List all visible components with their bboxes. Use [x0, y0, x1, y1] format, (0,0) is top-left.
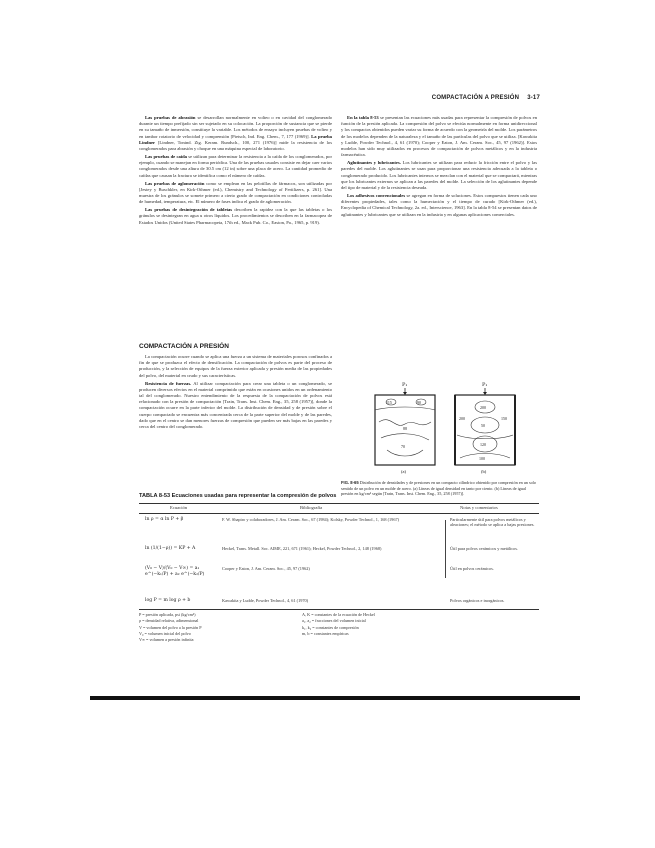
note-line: V₀ = volumen inicial del polvo: [139, 630, 191, 636]
table-row-3-bibliography: Cooper y Eaton, J. Am. Ceram. Soc., 45, 97 (1962): [222, 566, 310, 571]
table-bottom-rule: [139, 609, 539, 610]
paragraph: En la tabla 8-53 se presentan las ecuaciones más usadas para representar la compresión de polvos en función de la presión aplicada. La compresión del polvo se efectúa normalmente en forma unidireccional y los compactos obtenidos pueden variar su forma de acuerdo con la geometría del molde. Los parámetros de los modelos dependen de la naturaleza y el tamaño de las partículas del polvo que se utiliza. [Kawakita y Ludde, Powder Technol., 4, 61 (1970); Cooper y Eaton, J. Am. Ceram. Soc., 45, 97 (1962)]. Estos modelos han sido muy utilizados en procesos de compactación de polvos metálicos y en la industria farmacéutica.: [341, 115, 537, 158]
panel-label-a: (a): [401, 469, 406, 474]
paragraph: La compactación ocurre cuando se aplica una fuerza a un sistema de materiales porosos confinados a fin de que se produzca el efecto de densificación. La compactación de polvos es parte del proceso de producción, y la selección de equipos de la fuerza exterior aplicada y presión media de las propiedades del polvo, del material en crudo y sus características.: [139, 354, 332, 378]
right-column: [341, 115, 537, 220]
paragraph: Las pruebas de desintegración de tabletas describen la rapidez con la que las tabletas o los gránulos se desintegran en agua u otros líquidos. Los procedimientos se describen en la farmacopea de Estados Unidos (United States Pharmacopeia, 17th ed., Mack Pub. Co., Easton, Pa., 1965, p. 919).: [139, 207, 333, 225]
paragraph: Las pruebas de caída se utilizan para determinar la resistencia a la caída de los conglomerados, por ejemplo, cuando se manejan en forma periódica. Una de las pruebas usuales consiste en dejar caer varios conglomerados desde una altura de 30.5 cm (12 in) sobre una placa de acero. La cantidad promedio de caídas que causan la fractura se identifica como el número de caídas.: [139, 154, 333, 178]
header-title: COMPACTACIÓN A PRESIÓN: [431, 95, 520, 101]
note-line: V = volumen del polvo a la presión P: [139, 624, 202, 630]
table-row-2-bibliography: Heckel, Trans. Metall. Soc. AIME, 221, 671 (1961); Heckel, Powder Technol., 2, 148 (1968): [222, 546, 382, 551]
paragraph: Los adhesivos convencionales se agregan en forma de soluciones. Estos compuestos tienen cada uno diferentes propiedades, tales como la humectación y el tiempo de curado [Kirk-Othmer (ed.), Encyclopedia of Chemical Technology, 2a. ed., Interscience, 1963]. En la tabla 8-54 se presentan datos de aglutinantes y lubricantes que se utilizan en la industria y en algunas aplicaciones comerciales.: [341, 193, 537, 217]
note-line: V∞ = volumen a presión infinita: [139, 637, 194, 643]
table-row-1-notes: Particularmente útil para polvos metálicos y aleaciones; el método se aplica a bajas presiones.: [450, 517, 535, 528]
paragraph: Resistencia de fuerzas. Al utilizar compactación para crear una tableta o un conglomerado, se producen diversos efectos en el material comprimido que están en ocasiones unidos en un ordenamiento tal del conglomerado. Nuestro entendimiento de la respuesta de la compactación de polvos está relacionado con la presión de compactación [Train, Trans. Inst. Chem. Eng., 35, 258 (1957)], donde la compactación ocurre en la parte inferior del molde. La distribución de densidad y de presión sobre el cuerpo compactado se encuentra más concentrada cerca de la parte superior del molde y de las paredes, dado que en el centro se dan menores fuerzas de compresión que pueden ser más bajas en las paredes y cerca del centro del conglomerado.: [139, 380, 332, 430]
contour-label: 70: [401, 444, 405, 449]
section-title: COMPACTACIÓN A PRESIÓN: [139, 343, 229, 350]
contour-label: 88: [403, 426, 407, 431]
panel-label-b: (b): [481, 469, 487, 474]
panel-b: [455, 382, 515, 474]
contour-label: 50: [481, 423, 485, 428]
contour-label: 100: [479, 456, 485, 461]
col-header-equation: Ecuación: [170, 505, 188, 510]
table-row-4-bibliography: Kawakita y Ludde, Powder Technol., 4, 61 (1970): [222, 598, 309, 603]
table-row-2-equation: ln (1/(1−ρ)) = KP + A: [145, 546, 196, 551]
note-line: a₁, a₂ = fracciones del volumen inicial: [302, 618, 366, 624]
table-row-4-notes: Polvos orgánicos e inorgánicos.: [450, 598, 505, 603]
table-row-2-notes: Útil para polvos cerámicos y metálicos.: [450, 546, 519, 551]
notes-left: [139, 612, 299, 643]
table-row-3-notes: Útil en polvos cerámicos.: [450, 566, 494, 571]
contour-label: 90: [417, 400, 421, 405]
note-line: k₁, k₂ = constantes de compresión: [302, 624, 359, 630]
note-line: A, K = constantes de la ecuación de Heckel: [302, 612, 375, 617]
notes-right: [302, 612, 502, 637]
contour-label: 120: [480, 442, 486, 447]
page-bottom-bar: [90, 696, 580, 700]
contour-label: 200: [459, 416, 465, 421]
panel-a: [375, 382, 435, 474]
paragraph: Las pruebas de abrasión se desarrollan normalmente en volteo o en cavidad del conglomerado durante un tiempo prefijado sin ser sujetado en su colocación. La proporción de sustancia que se pierde en su tamaño de inmersión, constituye la variable. Los métodos de ensayo incluyen pruebas de volteo y en tambor rotatorio de velocidad y comprensión [Pietsch, Ind. Eng. Chem., 7, 177 (1969)]. La prueba Lindner [Lindner, Tonind. Ztg. Keram. Rundsch., 100, 271 (1976)] mide la resistencia de los conglomerados para abrasión y choque en una máquina especial de laboratorio.: [139, 115, 333, 152]
contour-label: 150: [501, 416, 507, 421]
note-line: P = presión aplicada, psi (kg/cm²): [139, 612, 196, 617]
note-line: ρ = densidad relativa, adimensional: [139, 618, 199, 624]
contour-label: 115: [386, 400, 392, 405]
col-header-notes: Notas y comentarios: [460, 505, 498, 510]
table-row-4-equation: log P = m log ρ + b: [145, 598, 191, 603]
table-row-3-equation: (V₀ − V)/(V₀ − V∞) = a₁ e^(−k₁/P) + a₂ e^(−k₂/P): [145, 566, 205, 577]
paragraph: Aglutinantes y lubricantes. Los lubricantes se utilizan para reducir la fricción entre el polvo y las paredes del molde. Los aglutinantes se usan para proporcionar una resistencia adecuada a la tableta o conglomerado producido. Los lubricantes internos se mezclan con el material que se compactará, mientras que los lubricantes externos se aplican a las paredes del molde. La selección de los aglutinantes depende del tipo de material y de la resistencia deseada.: [341, 160, 537, 191]
density-pressure-diagram: [345, 380, 540, 480]
load-label-b: P₁: [482, 382, 488, 388]
note-line: m, b = constantes empíricas: [302, 630, 349, 636]
col-header-bibliography: Bibliografía: [300, 505, 323, 510]
table-row-1-equation: ln ρ = α ln P + β: [145, 517, 184, 522]
contour-label: 200: [480, 405, 486, 410]
notes-bracket: [445, 520, 446, 578]
table-top-rule: [139, 503, 539, 504]
running-header: [430, 95, 540, 101]
page-number: 3-17: [527, 95, 540, 101]
load-label-a: P₁: [402, 382, 408, 388]
left-column: [139, 115, 332, 228]
figure-8-65: [345, 380, 540, 480]
table-title: TABLA 8-53 Ecuaciones usadas para representar la compresión de polvos: [139, 493, 337, 499]
section-body: [139, 354, 332, 432]
figure-number: FIG. 8-65: [341, 480, 359, 485]
table-row-1-bibliography: F. W. Shapiro y colaboradores, J. Am. Ceram. Soc., 67 (1984); Kolsky, Powder Technol., 1, 168 (1967): [222, 517, 400, 522]
paragraph: Las pruebas de aglomeración como se emplean en las pelotillas de fármacos, son utilizadas por [Jestey y Buschkler, en Kirk-Othmer (ed.), Chemistry and Technology of Fertilizers, p. 261]. Una muestra de los gránulos se somete primero a cierto grado de compactación en condiciones controladas de humedad, temperatura, etc. El número de fases indica el grado de aglomeración.: [139, 180, 332, 205]
table-header-rule: [139, 513, 539, 514]
figure-caption: FIG. 8-65 Distribución de densidades y de presiones en un compacto cilíndrico obtenido por compresión en un solo sentido de un polvo en un molde de acero. (a) Líneas de igual densidad en tanto por ciento. (b) Líneas de igual presión en kg/cm² según [Train, Trans. Inst. Chem. Eng., 35, 258 (1957)].: [341, 480, 536, 497]
